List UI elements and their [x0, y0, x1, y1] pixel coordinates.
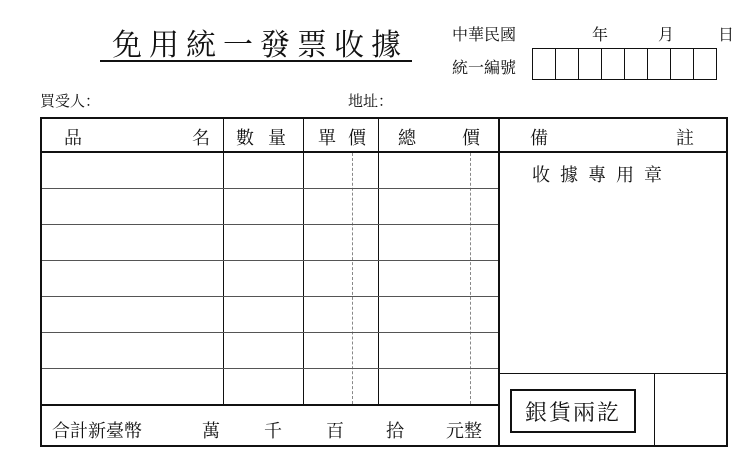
- col-note-b: 註: [676, 128, 694, 149]
- row-line: [42, 368, 498, 369]
- header-row-line: [42, 151, 728, 153]
- col-divider: [303, 119, 304, 404]
- total-row-line: [42, 404, 498, 406]
- stamp-area-divider: [654, 373, 655, 447]
- col-price-b: 價: [348, 128, 366, 149]
- total-wan: 萬: [202, 421, 220, 442]
- row-line: [42, 296, 498, 297]
- tax-id-box[interactable]: [694, 49, 716, 79]
- total-yuan-zheng: 元整: [446, 421, 482, 442]
- col-item-a: 品: [64, 128, 82, 149]
- tax-id-box[interactable]: [625, 49, 648, 79]
- paid-stamp: 銀貨兩訖: [510, 389, 636, 433]
- stamp-area-line: [498, 373, 728, 374]
- tax-id-boxes[interactable]: [532, 48, 717, 80]
- col-divider-note: [498, 119, 500, 447]
- row-line: [42, 332, 498, 333]
- country-label: 中華民國: [452, 25, 517, 44]
- day-label: 日: [718, 25, 735, 44]
- col-note-a: 備: [530, 128, 548, 149]
- tax-id-box[interactable]: [533, 49, 556, 79]
- col-item-b: 名: [192, 128, 210, 149]
- month-label: 月: [658, 25, 675, 44]
- tax-id-box[interactable]: [579, 49, 602, 79]
- col-total-b: 價: [462, 128, 480, 149]
- row-line: [42, 224, 498, 225]
- year-label: 年: [592, 25, 609, 44]
- receipt-title: 免用統一發票收據: [112, 28, 408, 63]
- tax-id-label: 統一編號: [452, 58, 517, 77]
- price-subdivider: [352, 153, 353, 404]
- col-total-a: 總: [398, 128, 416, 149]
- total-bai: 百: [326, 421, 344, 442]
- seal-label: 收據專用章: [532, 165, 672, 186]
- row-line: [42, 188, 498, 189]
- tax-id-box[interactable]: [556, 49, 579, 79]
- col-divider: [378, 119, 379, 404]
- tax-id-box[interactable]: [602, 49, 625, 79]
- buyer-label: 買受人：: [40, 92, 101, 110]
- total-prefix: 合計新臺幣: [52, 421, 142, 442]
- col-price-a: 單: [318, 128, 336, 149]
- address-label: 地址：: [348, 92, 394, 110]
- total-shi: 拾: [386, 421, 404, 442]
- title-underline: [100, 60, 412, 62]
- col-qty-a: 數: [236, 128, 254, 149]
- total-qian: 千: [264, 421, 282, 442]
- row-line: [42, 260, 498, 261]
- col-qty-b: 量: [268, 128, 286, 149]
- total-subdivider: [470, 153, 471, 404]
- col-divider: [223, 119, 224, 404]
- tax-id-box[interactable]: [671, 49, 694, 79]
- tax-id-box[interactable]: [648, 49, 671, 79]
